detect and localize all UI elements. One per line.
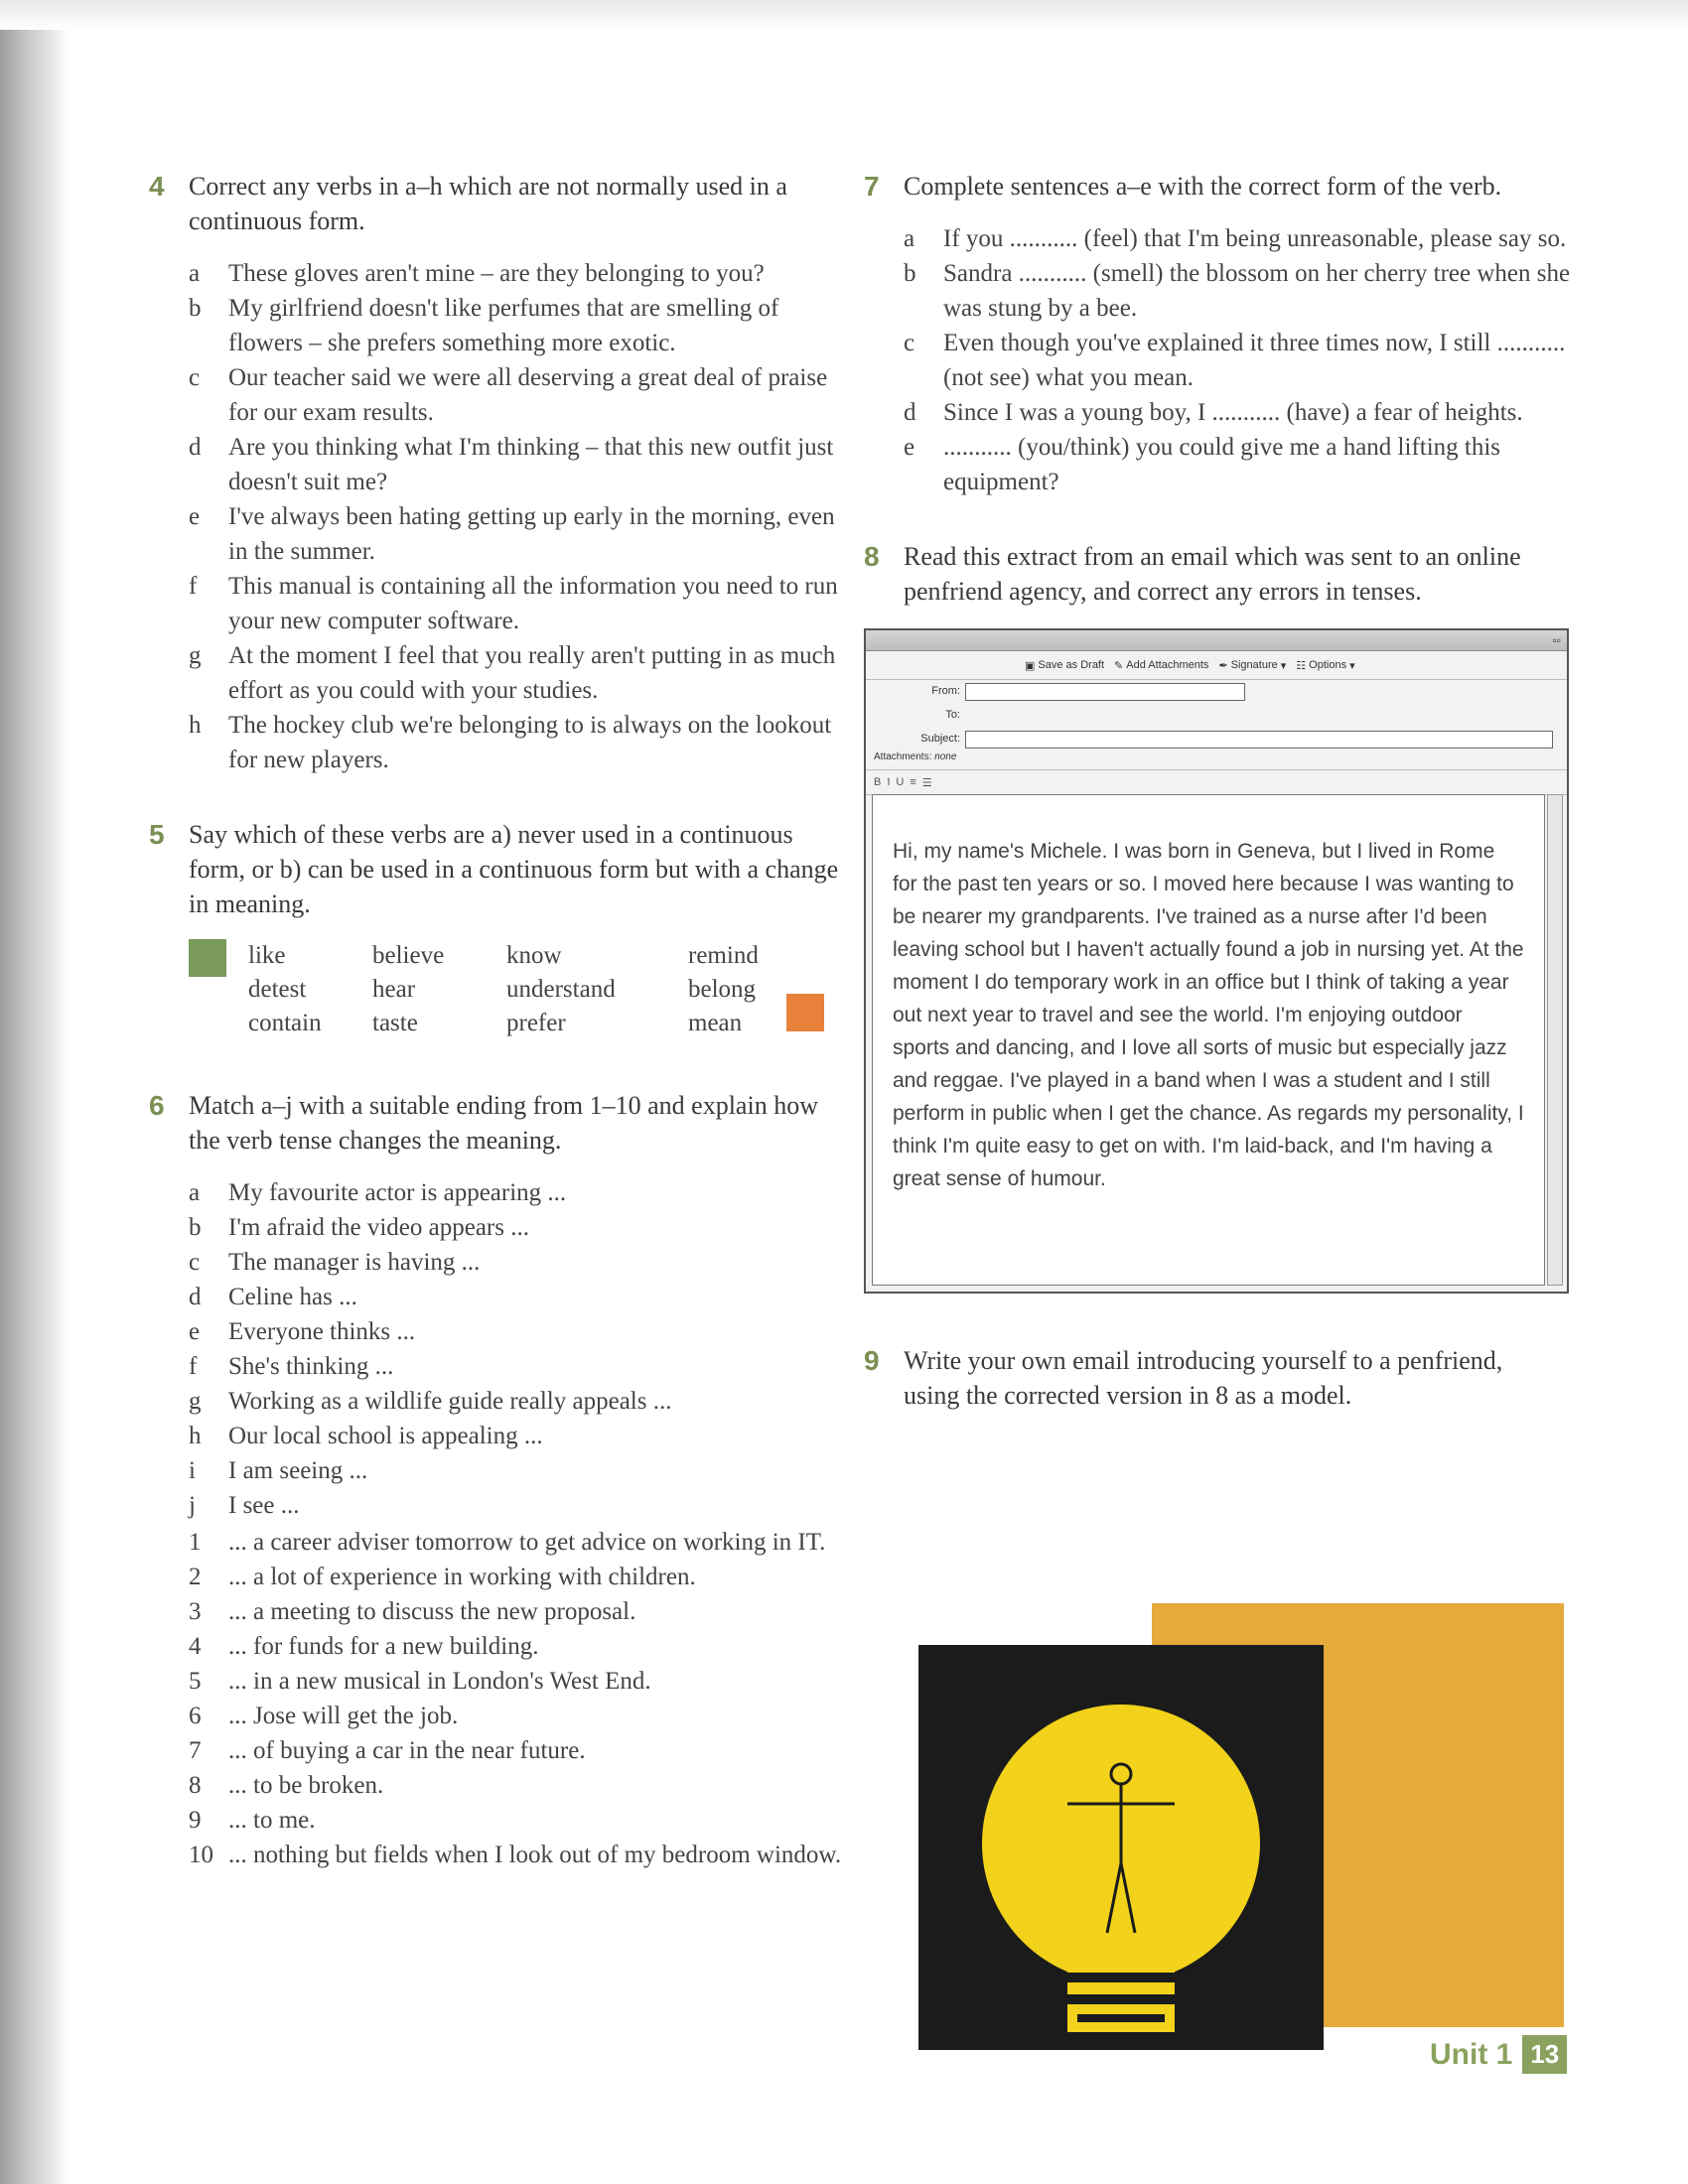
paperclip-icon: ✎ (1114, 659, 1124, 672)
verb-grid (248, 939, 787, 1040)
item-letter: h (189, 712, 202, 739)
list-item (189, 1453, 844, 1488)
item-letter: h (189, 1423, 202, 1449)
item-number: 3 (189, 1598, 202, 1625)
item-letter: f (189, 573, 198, 600)
item-number: 7 (189, 1737, 202, 1764)
attachments-value: none (934, 751, 957, 762)
item-number: 2 (189, 1564, 202, 1590)
format-toolbar (866, 769, 1567, 795)
scrollbar[interactable] (1547, 794, 1563, 1286)
from-row (866, 680, 1567, 704)
signature-button[interactable] (1218, 659, 1286, 672)
exercise-8 (864, 539, 1579, 1294)
item-text: The manager is having ... (228, 1249, 481, 1276)
list-item (189, 708, 844, 777)
options-label: Options (1309, 659, 1347, 671)
from-select[interactable] (965, 683, 1245, 701)
verb: remind (688, 942, 759, 969)
pen-icon: ✒ (1218, 659, 1228, 672)
item-letter: i (189, 1457, 196, 1484)
add-attachments-label: Add Attachments (1126, 659, 1209, 671)
item-letter: a (189, 260, 201, 287)
list-item (189, 1314, 844, 1349)
verb: contain (248, 1010, 322, 1036)
sentence-endings (189, 1525, 844, 1872)
list-item (189, 1245, 844, 1280)
save-draft-label: Save as Draft (1038, 659, 1105, 671)
list-item (189, 1699, 844, 1733)
list-item (189, 1803, 844, 1838)
email-window (864, 628, 1569, 1294)
item-text: Celine has ... (228, 1284, 357, 1310)
item-text: ... of buying a car in the near future. (228, 1737, 586, 1764)
exercise-instruction: Complete sentences a–e with the correct form of the verb. (904, 172, 1502, 201)
item-text: ... Jose will get the job. (228, 1703, 459, 1729)
list-item (189, 1560, 844, 1594)
unit-label: Unit 1 (1430, 2037, 1513, 2071)
item-text: ... to be broken. (228, 1772, 384, 1799)
email-titlebar (866, 630, 1567, 651)
item-text: Even though you've explained it three times now, I still ........... (not see) what you mean. (943, 330, 1566, 391)
lightbulb-illustration (918, 1645, 1324, 2050)
verb: believe (372, 942, 445, 969)
exercise-7 (864, 169, 1579, 499)
orange-square-decoration (786, 994, 824, 1031)
align-icon[interactable]: ≡ (910, 776, 916, 788)
item-number: 6 (189, 1703, 202, 1729)
to-row (866, 704, 1567, 728)
list-item (189, 1175, 844, 1210)
item-letter: b (189, 1214, 202, 1241)
item-letter: c (904, 330, 915, 356)
list-item (904, 430, 1579, 499)
options-icon: ☷ (1296, 659, 1307, 672)
email-toolbar (866, 651, 1567, 680)
item-text: This manual is containing all the information you need to run your new computer software. (228, 573, 838, 634)
item-letter: d (189, 1284, 202, 1310)
page-footer (1430, 2035, 1567, 2074)
exercise-5 (149, 817, 844, 1048)
exercise-number: 5 (149, 819, 165, 850)
item-letter: e (904, 434, 915, 461)
illustration-caption: I think, therefore I am (985, 1730, 1197, 1895)
book-spine-shadow (0, 0, 70, 2184)
email-body[interactable]: Hi, my name's Michele. I was born in Geneva, but I lived in Rome for the past ten years or so. I moved here because I was wanting to be nearer my grandparents. I've trained as a nurse after I'd been leaving school but I haven't actually found a job in nursing yet. At the moment I do temporary work in an office but I think of taking a year out next year to travel and see the world. I'm enjoying outdoor sports and dancing, and I love all sorts of music but especially jazz and reggae. I've played in a band when I was a student and I still perform in public when I get the chance. As regards my personality, I think I'm quite easy to get on with. I'm laid-back, and I'm having a great sense of humour. (872, 794, 1545, 1286)
exercise-instruction: Say which of these verbs are a) never used in a continuous form, or b) can be used in a continuous form but with a change in meaning. (189, 820, 839, 918)
list-item (189, 256, 844, 291)
item-number: 1 (189, 1529, 202, 1556)
verb: hear (372, 976, 416, 1003)
item-letter: e (189, 503, 201, 530)
item-text: My favourite actor is appearing ... (228, 1179, 567, 1206)
list-item (189, 1349, 844, 1384)
verb: like (248, 942, 286, 969)
item-text: I'm afraid the video appears ... (228, 1214, 529, 1241)
left-column (149, 169, 844, 1912)
verb: detest (248, 976, 307, 1003)
lightbulb-icon (918, 1645, 1324, 2050)
item-letter: g (189, 1388, 202, 1415)
list-item (904, 395, 1579, 430)
item-text: Are you thinking what I'm thinking – that this new outfit just doesn't suit me? (228, 434, 834, 495)
exercise-number: 9 (864, 1345, 880, 1376)
item-text: Sandra ........... (smell) the blossom on her cherry tree when she was stung by a bee. (943, 260, 1571, 322)
verb-box (189, 939, 844, 1048)
item-text: Our teacher said we were all deserving a great deal of praise for our exam results. (228, 364, 828, 426)
item-letter: j (189, 1492, 196, 1519)
item-letter: b (189, 295, 202, 322)
list-item (189, 1488, 844, 1523)
exercise-instruction: Read this extract from an email which was sent to an online penfriend agency, and correct any errors in tenses. (904, 542, 1521, 606)
attachments-label: Attachments: (874, 751, 932, 762)
top-shadow (0, 0, 1688, 30)
item-text: These gloves aren't mine – are they belonging to you? (228, 260, 765, 287)
attachments-row (866, 751, 1567, 769)
verb: belong (688, 976, 757, 1003)
verb: know (506, 942, 562, 969)
window-controls-icon[interactable]: ▫▫ (1552, 633, 1561, 647)
list-item (189, 1629, 844, 1664)
from-label: From: (931, 685, 960, 697)
underline-icon[interactable]: U (896, 776, 905, 788)
item-text: Everyone thinks ... (228, 1318, 416, 1345)
item-number: 5 (189, 1668, 202, 1695)
verb: understand (506, 976, 616, 1003)
item-text: Working as a wildlife guide really appeals ... (228, 1388, 672, 1415)
item-text: My girlfriend doesn't like perfumes that are smelling of flowers – she prefers something more exotic. (228, 295, 779, 356)
list-item (189, 1525, 844, 1560)
bold-icon[interactable]: B (874, 776, 882, 788)
signature-label: Signature (1230, 659, 1278, 671)
item-letter: b (904, 260, 916, 287)
list-item (189, 569, 844, 638)
list-item (189, 1733, 844, 1768)
list-item (189, 291, 844, 360)
item-text: ... to me. (228, 1807, 316, 1834)
list-item (189, 1664, 844, 1699)
item-text: ... for funds for a new building. (228, 1633, 539, 1660)
list-item (189, 1280, 844, 1314)
list-item (189, 1419, 844, 1453)
item-text: Since I was a young boy, I ........... (have) a fear of heights. (943, 399, 1523, 426)
item-number: 4 (189, 1633, 202, 1660)
item-letter: d (904, 399, 916, 426)
subject-input[interactable] (965, 731, 1553, 749)
item-text: If you ........... (feel) that I'm being unreasonable, please say so. (943, 225, 1567, 252)
list-item (189, 430, 844, 499)
item-text: ... a meeting to discuss the new proposal. (228, 1598, 636, 1625)
item-number: 10 (189, 1842, 213, 1868)
exercise-number: 8 (864, 541, 880, 572)
item-text: I am seeing ... (228, 1457, 368, 1484)
item-text: She's thinking ... (228, 1353, 394, 1380)
item-text: ... a career adviser tomorrow to get advice on working in IT. (228, 1529, 826, 1556)
list-item (904, 221, 1579, 256)
save-icon: ▣ (1025, 659, 1036, 672)
item-letter: g (189, 642, 202, 669)
list-item (904, 326, 1579, 395)
item-letter: c (189, 364, 201, 391)
exercise-6 (149, 1088, 844, 1872)
item-text: Our local school is appealing ... (228, 1423, 543, 1449)
item-letter: d (189, 434, 202, 461)
item-number: 9 (189, 1807, 202, 1834)
item-letter: e (189, 1318, 201, 1345)
verb: prefer (506, 1010, 566, 1036)
list-item (189, 1384, 844, 1419)
item-text: ... in a new musical in London's West End. (228, 1668, 651, 1695)
list-item (189, 1594, 844, 1629)
right-column (864, 169, 1579, 1452)
chevron-down-icon: ▾ (1349, 659, 1355, 672)
italic-icon[interactable]: I (887, 776, 891, 788)
chevron-down-icon: ▾ (1280, 659, 1287, 672)
item-text: ... nothing but fields when I look out of my bedroom window. (228, 1842, 842, 1868)
exercise-9 (864, 1343, 1539, 1413)
page-number: 13 (1522, 2035, 1567, 2074)
sentence-starts (189, 1175, 844, 1523)
to-label: To: (945, 709, 960, 721)
list-item (189, 360, 844, 430)
verb: mean (688, 1010, 743, 1036)
item-letter: c (189, 1249, 201, 1276)
item-text: At the moment I feel that you really aren't putting in as much effort as you could with your studies. (228, 642, 836, 704)
item-text: The hockey club we're belonging to is always on the lookout for new players. (228, 712, 832, 773)
list-item (189, 499, 844, 569)
exercise-4 (149, 169, 844, 777)
item-text: ........... (you/think) you could give me a hand lifting this equipment? (943, 434, 1501, 495)
exercise-number: 6 (149, 1090, 165, 1121)
exercise-number: 7 (864, 171, 880, 202)
verb: taste (372, 1010, 418, 1036)
exercise-number: 4 (149, 171, 165, 202)
save-draft-button[interactable] (1025, 659, 1104, 672)
options-button[interactable] (1296, 659, 1354, 672)
item-letter: a (904, 225, 915, 252)
list-item (189, 1768, 844, 1803)
item-letter: f (189, 1353, 198, 1380)
list-item (904, 256, 1579, 326)
item-text: ... a lot of experience in working with children. (228, 1564, 696, 1590)
subject-label: Subject: (920, 733, 960, 745)
subject-row (866, 728, 1567, 751)
item-text: I see ... (228, 1492, 300, 1519)
exercise-instruction: Match a–j with a suitable ending from 1–10 and explain how the verb tense changes the meaning. (189, 1091, 818, 1155)
add-attachments-button[interactable] (1114, 659, 1208, 672)
item-text: I've always been hating getting up early in the morning, even in the summer. (228, 503, 835, 565)
exercise-items (904, 221, 1579, 499)
list-icon[interactable]: ☰ (921, 776, 932, 789)
exercise-items (189, 256, 844, 777)
green-square-decoration (189, 939, 226, 977)
list-item (189, 1210, 844, 1245)
item-letter: a (189, 1179, 201, 1206)
exercise-instruction: Correct any verbs in a–h which are not normally used in a continuous form. (189, 172, 787, 235)
exercise-instruction: Write your own email introducing yourself to a penfriend, using the corrected version in 8 as a model. (904, 1346, 1503, 1410)
item-number: 8 (189, 1772, 202, 1799)
list-item (189, 1838, 844, 1872)
list-item (189, 638, 844, 708)
